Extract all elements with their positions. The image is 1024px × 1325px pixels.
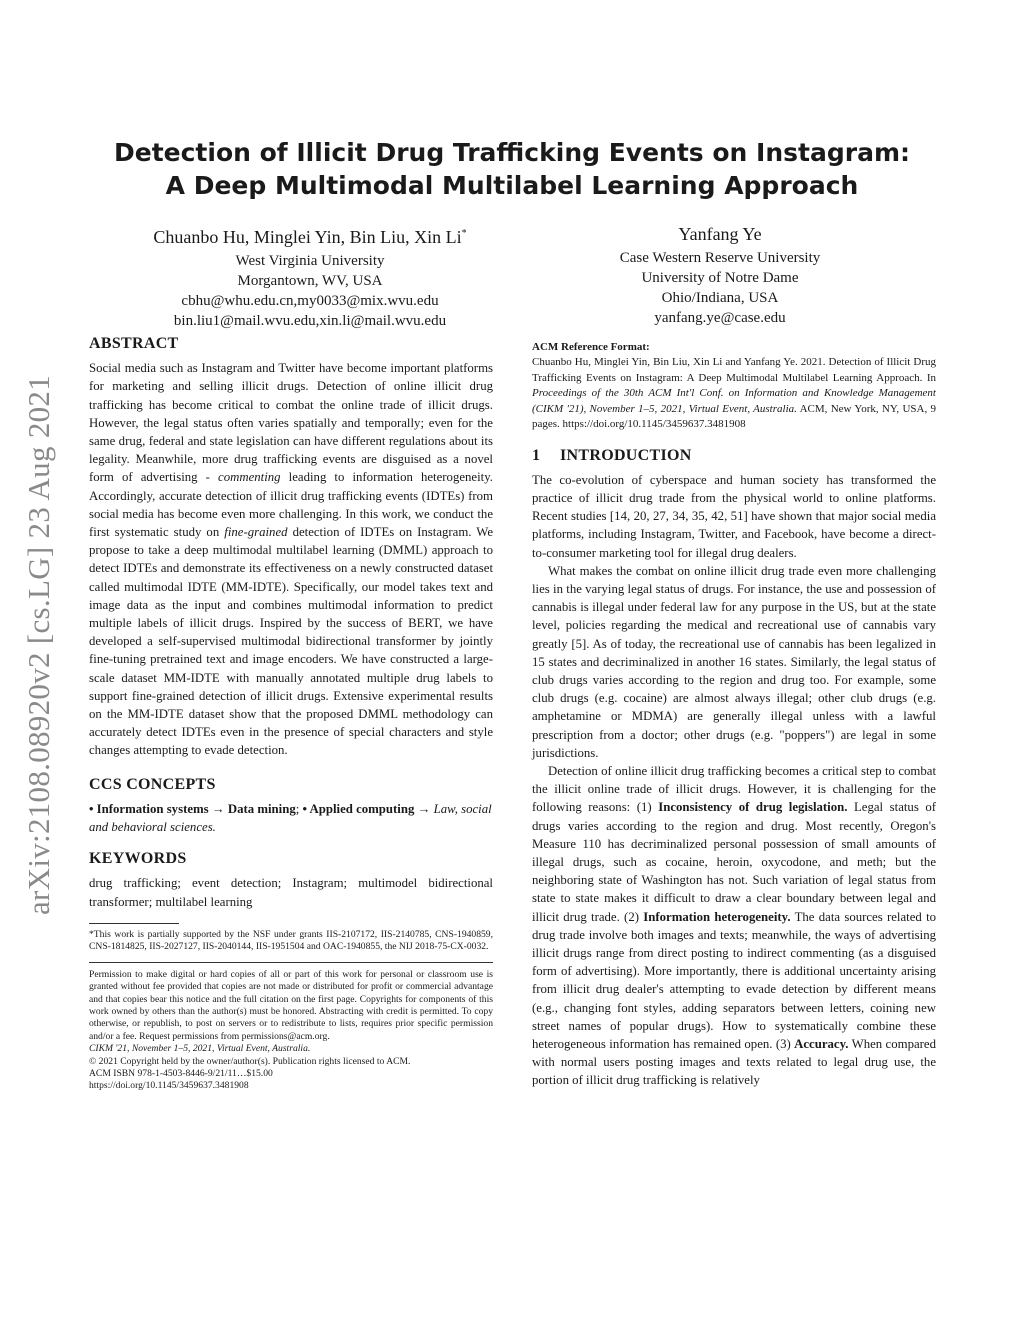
intro-paragraph-3: Detection of online illicit drug trafficking becomes a critical step to combat the illicit online trade of illicit drugs. However, it is challenging for the following reasons: (1) Inconsistency of drug legislation. Legal status of drugs varies according to the region and drug. Most recently, Oregon's Measure 110 has decriminalized personal possession of small amounts of illegal drugs, such as cocaine, heroin, oxycodone, and meth; but the neighboring state of Washington has not. Such variation of legal status from state to state makes it difficult to draw a clear boundary between legal and illicit drug trade. (2) Information heterogeneity. The data sources related to drug trade involve both images and texts; meanwhile, the ways of advertising illicit drugs range from direct posting to indirect commenting (as a disguised form of advertising). More importantly, there is additional uncertainty arising from illicit drug dealer's attempting to evade detection by different means (e.g., changing font styles, adding separators between letters, coining new street names of popular drugs). How to systematically combine these heterogeneous information has remained open. (3) Accuracy. When compared with normal users posting images and texts related to legal drug use, the portion of illicit drug trafficking is relatively xyxy=(532,763,937,1088)
section-title: INTRODUCTION xyxy=(560,446,692,464)
affiliation-right-1: Case Western Reserve University xyxy=(619,250,821,266)
ccs-heading: CCS CONCEPTS xyxy=(89,775,216,793)
arxiv-stamp xyxy=(14,345,64,945)
paper-title xyxy=(88,136,936,202)
keywords-heading: KEYWORDS xyxy=(89,850,187,868)
affiliation-left: West Virginia University xyxy=(235,253,385,269)
email-left-1: cbhu@whu.edu.cn,my0033@mix.wvu.edu xyxy=(181,293,439,309)
ccs-text: • Information systems → Data mining; • Applied computing → Law, social and behavioral sciences. xyxy=(89,801,492,835)
left-column xyxy=(89,335,493,1093)
author-names-right: Yanfang Ye xyxy=(678,224,762,244)
acm-reference-heading: ACM Reference Format: xyxy=(532,341,650,353)
intro-paragraph-2: What makes the combat on online illicit drug trade even more challenging lies in the varying legal status of drugs. For instance, the use and possession of cannabis is illegal under federal law for any purpose in the US, but at the state level, policies regarding the medical and recreational use of cannabis vary greatly [5]. As of today, the recreational use of cannabis has been legalized in 15 states and decriminalized in another 16 states. Similarly, the legal status of club drugs varies according to the region and drug too. For example, some club drugs (e.g. cocaine) are almost always illegal; other club drugs (e.g. amphetamine or MDMA) are generally illegal unless with a lawful prescription from a doctor; other drugs (e.g. "poppers") are legal in some jurisdictions. xyxy=(532,563,936,760)
section-number: 1 xyxy=(532,446,541,464)
acm-reference-text: Chuanbo Hu, Minglei Yin, Bin Liu, Xin Li and Yanfang Ye. 2021. Detection of Illicit Drug Trafficking Events on Instagram: A Deep Multimodal Multilabel Learning Approach. In Proceedings of the 30th ACM Int'l Conf. on Information and Knowledge Management (CIKM '21), November 1–5, 2021, Virtual Event, Australia. ACM, New York, NY, USA, 9 pages. https://doi.org/10.1145/3459637.3481908 xyxy=(532,356,937,430)
title-line-2: A Deep Multimodal Multilabel Learning Approach xyxy=(165,171,859,200)
right-column xyxy=(532,340,936,1090)
footnote-divider xyxy=(89,923,179,924)
author-block-left xyxy=(110,222,510,331)
location-left: Morgantown, WV, USA xyxy=(237,273,383,289)
permission-divider xyxy=(89,962,493,963)
affiliation-right-2: University of Notre Dame xyxy=(641,270,799,286)
conference-info: CIKM '21, November 1–5, 2021, Virtual Event, Australia. xyxy=(89,1043,311,1055)
intro-paragraph-1: The co-evolution of cyberspace and human society has transformed the practice of illicit drug trade from the physical world to online platforms. Recent studies [14, 20, 27, 34, 35, 42, 51] have shown that major social media platforms, including Instagram, Twitter, and Facebook, have become a direct-to-consumer marketing tool for illegal drug dealers. xyxy=(532,472,936,560)
introduction-heading xyxy=(532,447,936,465)
keywords-text: drug trafficking; event detection; Instagram; multimodel bidirectional transformer; multilabel learning xyxy=(89,876,493,909)
author-block-right xyxy=(560,222,880,328)
location-right: Ohio/Indiana, USA xyxy=(661,290,779,306)
permission-notice: Permission to make digital or hard copies of all or part of this work for personal or classroom use is granted without fee provided that copies are not made or distributed for profit or commercial advantage and that copies bear this notice and the full citation on the first page. Copyrights for components of this work owned by others than the author(s) must be honored. Abstracting with credit is permitted. To copy otherwise, or republish, to post on servers or to redistribute to lists, requires prior specific permission and/or a fee. Request permissions from permissions@acm.org. xyxy=(89,968,493,1042)
footnote: *This work is partially supported by the NSF under grants IIS-2107172, IIS-2140785, CNS-1940859, CNS-1814825, IIS-2027127, IIS-2040144, IIS-1951504 and OAC-1940855, the NIJ 2018-75-CX-0032. xyxy=(89,928,493,953)
title-line-1: Detection of Illicit Drug Trafficking Events on Instagram: xyxy=(114,138,910,167)
doi-link[interactable]: https://doi.org/10.1145/3459637.3481908 xyxy=(89,1080,249,1092)
abstract-text: Social media such as Instagram and Twitter have become important platforms for marketing and selling illicit drugs. Detection of online illicit drug trafficking has become critical to combat the online trade of illicit drugs. However, the legal status often varies spatially and temporally; even for the same drug, federal and state legislation can have different regulations about its legality. Meanwhile, more drug trafficking events are disguised as a novel form of advertising - commenting leading to information heterogeneity. Accordingly, accurate detection of illicit drug trafficking events (IDTEs) from social media has become even more challenging. In this work, we conduct the first systematic study on fine-grained detection of IDTEs on Instagram. We propose to take a deep multimodal multilabel learning (DMML) approach to detect IDTEs and demonstrate its effectiveness on a newly constructed dataset called multimodal IDTE (MM-IDTE). Specifically, our model takes text and image data as the input and combines multimodal information to predict multiple labels of illicit drugs. Inspired by the success of BERT, we have developed a self-supervised multimodal bidirectional transformer by jointly fine-tuning pretrained text and image encoders. We have constructed a large-scale dataset MM-IDTE with manually annotated multiple drug labels to support fine-grained detection of illicit drugs. Extensive experimental results on the MM-IDTE dataset show that the proposed DMML methodology can accurately detect IDTEs even in the presence of special characters and style changes attempting to evade detection. xyxy=(89,361,494,758)
email-right: yanfang.ye@case.edu xyxy=(654,310,786,326)
author-marker: * xyxy=(461,228,467,239)
abstract-heading: ABSTRACT xyxy=(89,335,179,352)
author-names-left: Chuanbo Hu, Minglei Yin, Bin Liu, Xin Li* xyxy=(153,227,467,247)
arxiv-stamp-text: arXiv:2108.08920v2 [cs.LG] 23 Aug 2021 xyxy=(21,374,56,916)
copyright-notice: © 2021 Copyright held by the owner/author(s). Publication rights licensed to ACM. xyxy=(89,1055,411,1067)
email-left-2: bin.liu1@mail.wvu.edu,xin.li@mail.wvu.edu xyxy=(173,313,447,329)
isbn: ACM ISBN 978-1-4503-8446-9/21/11…$15.00 xyxy=(89,1067,273,1079)
